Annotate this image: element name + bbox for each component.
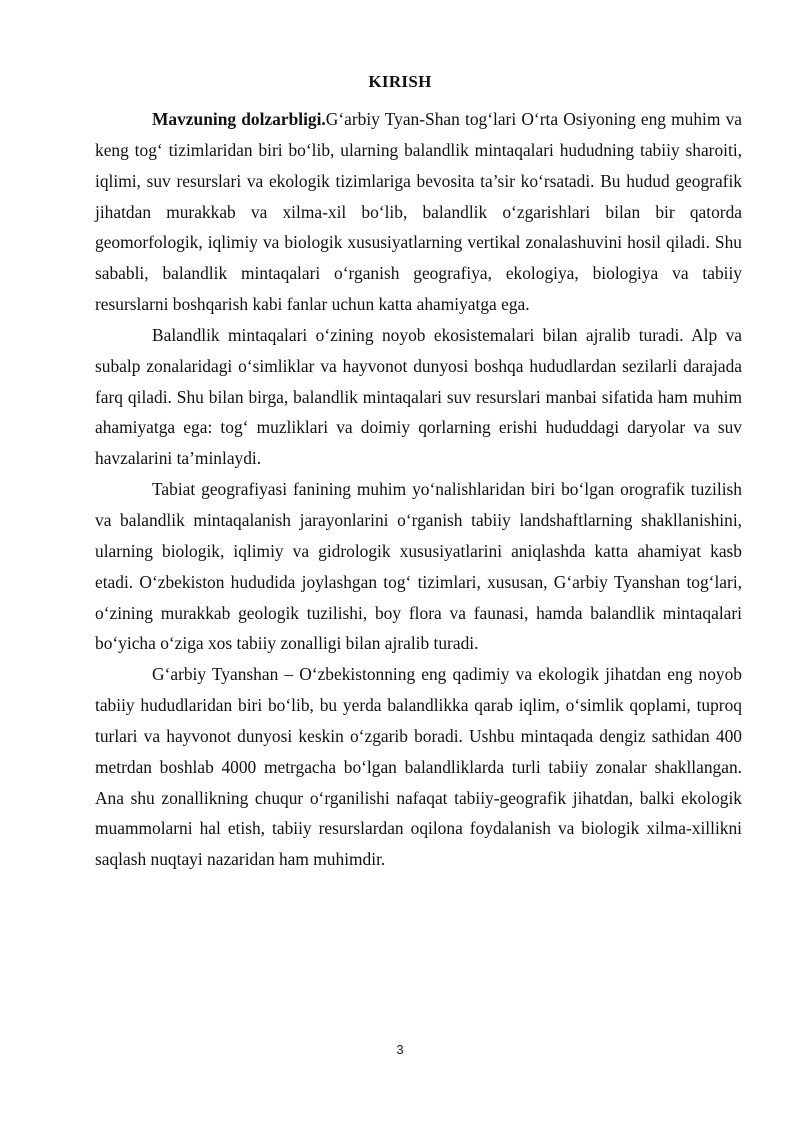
page-number: 3 xyxy=(396,1042,404,1057)
paragraph-western-tianshan: G‘arbiy Tyanshan – O‘zbekistonning eng qadimiy va ekologik jihatdan eng noyob tabiiy hududlaridan biri bo‘lib, bu yerda balandlikka qarab iqlim, o‘simlik qoplami, tuproq turlari va hayvonot dunyosi keskin o‘zgarib boradi. Ushbu mintaqada dengiz sathidan 400 metrdan boshlab 4000 metrgacha bo‘lgan balandliklarda turli tabiiy zonalar shakllangan. Ana shu zonallikning chuqur o‘rganilishi nafaqat tabiiy-geografik jihatdan, balki ekologik muammolarni hal etish, tabiiy resurslardan oqilona foydalanish va biologik xilma-xillikni saqlash nuqtayi nazaridan ham muhimdir. xyxy=(95,664,742,870)
paragraph-lead: Mavzuning dolzarbligi. xyxy=(152,109,326,129)
paragraph-geography: Tabiat geografiyasi fanining muhim yo‘nalishlaridan biri bo‘lgan orografik tuzilish va balandlik mintaqalanish jarayonlarini o‘rganish tabiiy landshaftlarning shakllanishini, ularning biologik, iqlimiy va gidrologik xususiyatlarini aniqlashda katta ahamiyat kasb etadi. O‘zbekiston hududida joylashgan tog‘ tizimlari, xususan, G‘arbiy Tyanshan tog‘lari, o‘zining murakkab geologik tuzilishi, boy flora va faunasi, hamda balandlik mintaqalari bo‘yicha o‘ziga xos tabiiy zonalligi bilan ajralib turadi. xyxy=(95,479,742,654)
paragraph-ecosystems: Balandlik mintaqalari o‘zining noyob ekosistemalari bilan ajralib turadi. Alp va subalp zonalaridagi o‘simliklar va hayvonot dunyosi boshqa hududlardan sezilarli darajada farq qiladi. Shu bilan birga, balandlik mintaqalari suv resurslari manbai sifatida ham muhim ahamiyatga ega: tog‘ muzliklari va doimiy qorlarning erishi hududdagi daryolar va suv havzalarini ta’minlaydi. xyxy=(95,324,742,469)
paragraph-relevance xyxy=(95,104,742,320)
paragraph-text: G‘arbiy Tyan-Shan tog‘lari O‘rta Osiyoning eng muhim va keng tog‘ tizimlaridan biri bo‘lib, ularning balandlik mintaqalari hududning tabiiy sharoiti, iqlimi, suv resurslari va ekologik tizimlariga bevosita ta’sir ko‘rsatadi. Bu hudud geografik jihatdan murakkab va xilma-xil bo‘lib, balandlik o‘zgarishlari bilan bir qatorda geomorfologik, iqlimiy va biologik xususiyatlarning vertikal zonalashuvini hosil qiladi. Shu sababli, balandlik mintaqalari o‘rganish geografiya, ekologiya, biologiya va tabiiy resurslarni boshqarish kabi fanlar uchun katta ahamiyatga ega. xyxy=(95,109,742,315)
body-text xyxy=(95,104,742,875)
page-title: KIRISH xyxy=(368,72,432,91)
